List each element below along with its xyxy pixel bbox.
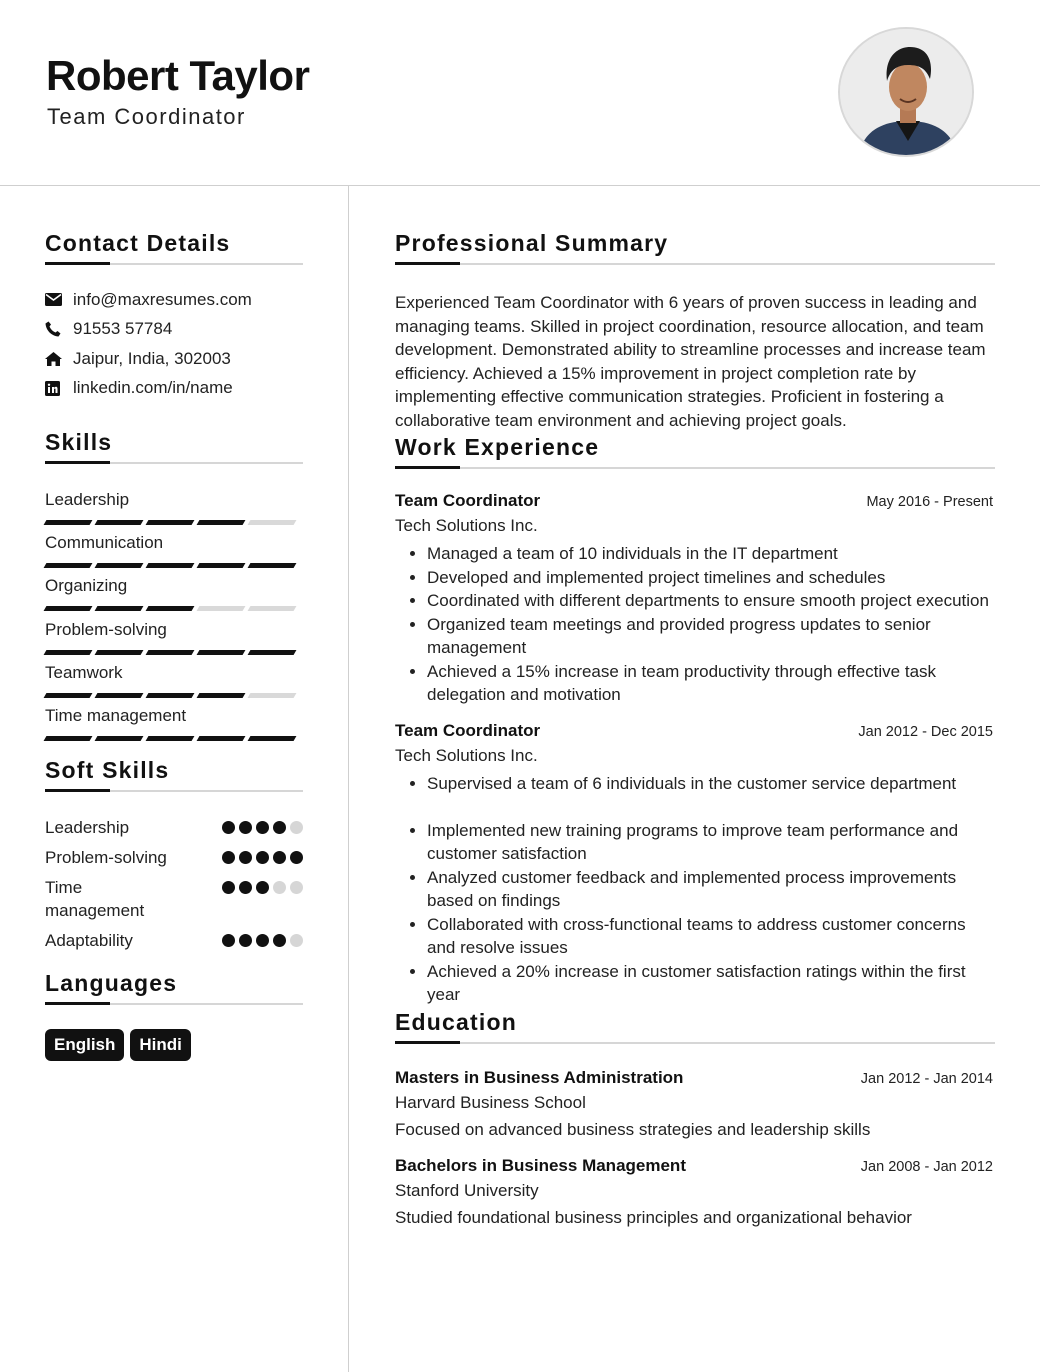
skill-name: Teamwork [45,662,123,682]
soft-skill-rating [222,876,303,922]
job-bullets [395,542,995,707]
soft-skills-section-title: Soft Skills [45,757,303,792]
summary-text: Experienced Team Coordinator with 6 years of proven success in leading and managing teams. Skilled in project coordination, resource allocation, and team development. Demonstrated ability to streamline processes and increase team efficiency. Achieved a 15% improvement in project completion rate by implementing effective communication strategies. Proficient in fostering a collaborative team environment and achieving project goals. [395,293,986,430]
skill-bar-segment-filled [95,520,144,525]
rating-dot-empty [290,821,303,834]
skill-name: Communication [45,533,164,553]
skill-bar-segment-filled [95,563,144,568]
job-bullet: • Coordinated with different departments to ensure smooth project execution [427,589,995,613]
skill-level-bar [45,693,303,698]
right-column [395,230,995,1228]
soft-skill-name: Leadership [45,818,130,838]
job-bullet: • Developed and implemented project timelines and schedules [427,566,995,590]
education-degree: Masters in Business Administration [395,1067,684,1087]
skill-bar-segment-filled [248,736,297,741]
soft-skill-item [45,846,303,869]
column-divider [348,186,349,1372]
languages-section-title: Languages [45,970,303,1005]
job-entry [395,721,995,1007]
skill-item [45,704,303,747]
rating-dot-filled [239,821,252,834]
job-date: May 2016 - Present [866,494,993,510]
soft-skill-name: Problem-solving [45,848,167,868]
rating-dot-filled [239,881,252,894]
skill-bar-segment-filled [146,520,195,525]
skill-bar-segment-filled [197,693,246,698]
skill-bar-segment-filled [95,650,144,655]
skill-level-bar [45,736,303,741]
skill-bar-segment-empty [248,520,297,525]
job-company: Tech Solutions Inc. [395,745,538,765]
skill-bar-segment-filled [44,650,93,655]
rating-dot-filled [222,821,235,834]
skill-bar-segment-filled [146,693,195,698]
rating-dot-empty [273,881,286,894]
skill-bar-segment-filled [248,650,297,655]
rating-dot-filled [290,851,303,864]
skill-name: Time management [45,705,187,725]
soft-skill-name: Adaptability [45,931,133,951]
contact-list [45,285,303,403]
skill-bar-segment-filled [95,606,144,611]
language-badge: Hindi [130,1029,191,1061]
job-entry [395,491,995,707]
contact-linkedin[interactable] [45,374,303,404]
rating-dot-filled [222,934,235,947]
skill-bar-segment-filled [197,563,246,568]
soft-skill-rating [222,846,303,869]
skill-item [45,574,303,617]
skill-bar-segment-filled [197,650,246,655]
skill-bar-segment-filled [95,693,144,698]
soft-skill-item [45,876,303,922]
skill-bar-segment-filled [146,650,195,655]
skill-bar-segment-filled [44,520,93,525]
job-company: Tech Solutions Inc. [395,516,538,535]
skill-name: Leadership [45,490,130,509]
job-bullet: • Organized team meetings and provided progress updates to senior management [427,613,995,660]
rating-dot-filled [256,934,269,947]
contact-address [45,344,303,374]
rating-dot-filled [239,934,252,947]
soft-skill-item [45,816,303,839]
skill-bar-segment-empty [248,693,297,698]
skill-bar-segment-filled [197,736,246,741]
contact-section-title: Contact Details [45,230,303,265]
job-bullet: • Implemented new training programs to improve team performance and customer satisfaction [427,819,995,866]
contact-email[interactable] [45,285,303,315]
skill-level-bar [45,520,303,525]
skill-name: Problem-solving [45,619,167,639]
skill-bar-segment-filled [44,606,93,611]
skills-list [45,488,303,747]
soft-skill-name: Time management [45,878,145,921]
contact-email-text: info@maxresumes.com [73,289,252,309]
skill-bar-segment-filled [146,563,195,568]
left-column [45,230,303,1061]
contact-address-text: Jaipur, India, 302003 [73,348,231,368]
skill-bar-segment-filled [248,563,297,568]
contact-phone-text: 91553 57784 [73,319,173,339]
skill-bar-segment-filled [146,736,195,741]
skill-bar-segment-empty [197,606,246,611]
candidate-name: Robert Taylor [46,52,310,99]
rating-dot-filled [256,851,269,864]
soft-skill-rating [222,816,303,839]
job-bullet: • Analyzed customer feedback and implemented process improvements based on findings [427,866,995,913]
summary-section-title: Professional Summary [395,230,995,265]
rating-dot-filled [273,821,286,834]
profile-photo [838,27,974,157]
education-date: Jan 2008 - Jan 2012 [860,1158,993,1175]
skill-item [45,618,303,661]
skill-bar-segment-filled [146,606,195,611]
education-section-title: Education [395,1009,995,1044]
skill-bar-segment-filled [44,693,93,698]
contact-phone[interactable] [45,315,303,345]
skill-bar-segment-filled [44,736,93,741]
job-bullets [395,772,995,1007]
skill-bar-segment-empty [248,606,297,611]
skill-name: Organizing [45,576,128,596]
candidate-title: Team Coordinator [47,104,246,129]
rating-dot-filled [222,851,235,864]
experience-section-title: Work Experience [395,434,995,469]
education-date: Jan 2012 - Jan 2014 [860,1070,993,1087]
skill-item [45,661,303,704]
skill-item [45,488,303,531]
skill-level-bar [45,563,303,568]
resume-header [0,0,1040,186]
job-bullet: • Supervised a team of 6 individuals in the customer service department [427,772,995,796]
skill-bar-segment-filled [197,520,246,525]
skill-level-bar [45,650,303,655]
phone-icon [45,321,73,337]
rating-dot-filled [239,851,252,864]
rating-dot-filled [256,821,269,834]
education-description: Studied foundational business principles and organizational behavior [395,1207,912,1227]
rating-dot-filled [256,881,269,894]
languages-list [45,1029,303,1061]
soft-skill-item [45,929,303,952]
rating-dot-filled [273,934,286,947]
soft-skills-list [45,816,303,952]
skill-bar-segment-filled [44,563,93,568]
home-icon [45,352,73,366]
job-bullet-empty [427,795,995,819]
job-bullet: • Achieved a 15% increase in team productivity through effective task delegation and motivation [427,660,995,707]
education-entry [395,1156,995,1228]
rating-dot-filled [222,881,235,894]
skills-section-title: Skills [45,429,303,464]
contact-linkedin-text: linkedin.com/in/name [73,378,233,398]
rating-dot-filled [273,851,286,864]
language-badge: English [45,1029,124,1061]
skill-bar-segment-filled [95,736,144,741]
education-entry [395,1068,995,1140]
education-degree: Bachelors in Business Management [395,1155,686,1175]
job-role: Team Coordinator [395,720,541,740]
rating-dot-empty [290,934,303,947]
job-role: Team Coordinator [395,491,541,510]
soft-skill-rating [222,929,303,952]
envelope-icon [45,293,73,306]
person-photo-icon [840,29,974,157]
job-bullet: • Achieved a 20% increase in customer satisfaction ratings within the first year [427,960,995,1007]
rating-dot-empty [290,881,303,894]
education-school: Stanford University [395,1180,539,1200]
skill-level-bar [45,606,303,611]
job-bullet: • Collaborated with cross-functional teams to address customer concerns and resolve issues [427,913,995,960]
education-school: Harvard Business School [395,1092,586,1112]
education-description: Focused on advanced business strategies and leadership skills [395,1119,871,1139]
linkedin-icon [45,381,73,396]
job-date: Jan 2012 - Dec 2015 [858,723,993,740]
job-bullet: • Managed a team of 10 individuals in the IT department [427,542,995,566]
skill-item [45,531,303,574]
